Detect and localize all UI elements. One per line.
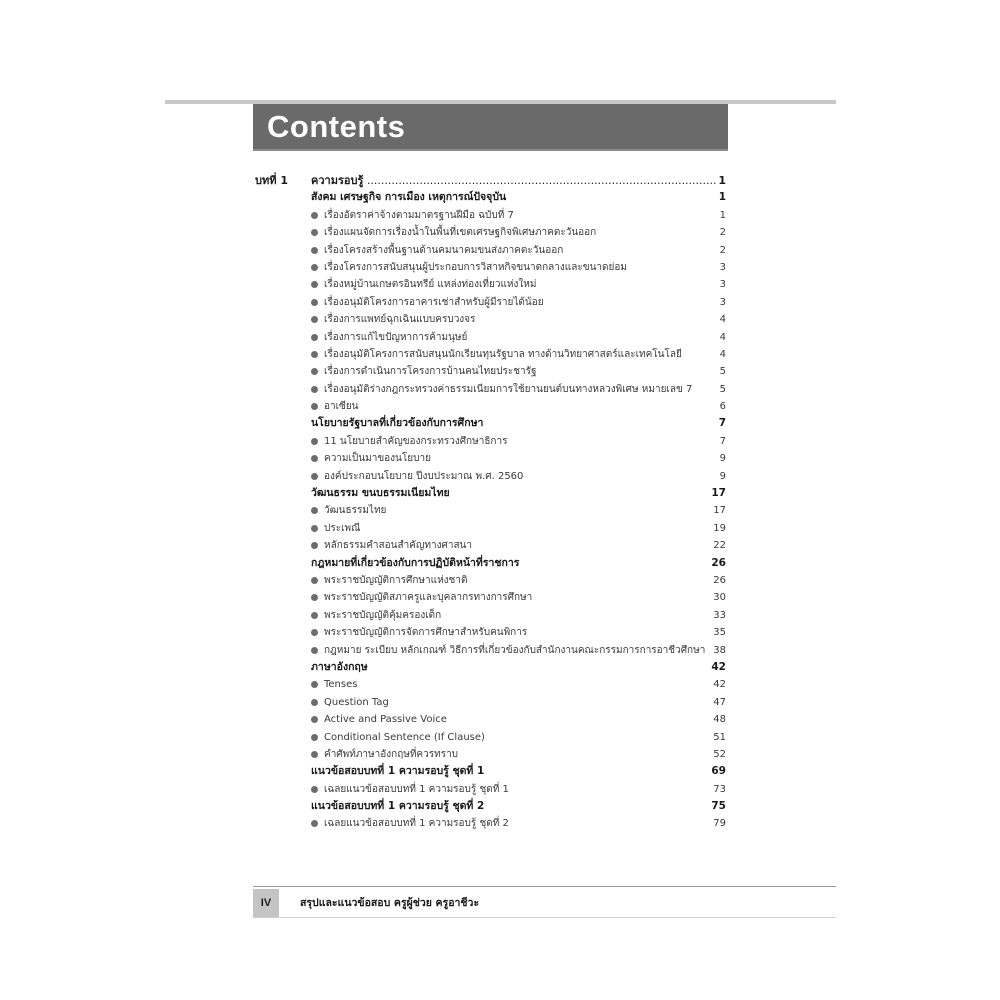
page-number: 26 (713, 574, 726, 586)
item-title: Conditional Sentence (If Clause) (324, 731, 485, 743)
item-title: เรื่องหมู่บ้านเกษตรอินทรีย์ แหล่งท่องเที่ยวแห่งใหม่ (324, 279, 537, 291)
bullet-icon (311, 699, 318, 706)
page-number: 6 (719, 401, 726, 413)
bullet-icon (311, 629, 318, 636)
bullet-icon (311, 647, 318, 654)
bullet-icon (311, 525, 318, 532)
page-number: 7 (718, 417, 726, 430)
toc-item-row[interactable] (253, 433, 726, 450)
page-number: 4 (719, 348, 726, 360)
page-number: 42 (713, 679, 726, 691)
section-title: กฎหมายที่เกี่ยวข้องกับการปฏิบัติหน้าที่ราชการ (311, 556, 520, 569)
toc-item-row[interactable] (253, 294, 726, 311)
item-title: เฉลยแนวข้อสอบบทที่ 1 ความรอบรู้ ชุดที่ 2 (324, 818, 509, 830)
title-underline (253, 149, 728, 151)
section-title: สังคม เศรษฐกิจ การเมือง เหตุการณ์ปัจจุบัน (311, 191, 507, 204)
page-title: Contents (253, 104, 728, 149)
toc-item-row[interactable] (253, 746, 726, 763)
page-number: 5 (719, 366, 726, 378)
item-title: เรื่องการแพทย์ฉุกเฉินแบบครบวงจร (324, 314, 476, 326)
page-number: 2 (719, 244, 726, 256)
section-title: ภาษาอังกฤษ (311, 660, 368, 673)
bullet-icon (311, 351, 318, 358)
page-number: 52 (713, 748, 726, 760)
bullet-icon (311, 281, 318, 288)
table-of-contents (253, 172, 726, 833)
toc-section-row[interactable] (253, 555, 726, 572)
page-number: 3 (719, 279, 726, 291)
page-number: 7 (719, 435, 726, 447)
bullet-icon (311, 751, 318, 758)
footer-book-title: สรุปและแนวข้อสอบ ครูผู้ช่วย ครูอาชีวะ (300, 897, 480, 909)
bullet-icon (311, 334, 318, 341)
page-number: 48 (713, 714, 726, 726)
bullet-icon (311, 386, 318, 393)
toc-item-row[interactable] (253, 450, 726, 467)
bullet-icon (311, 786, 318, 793)
item-title: พระราชบัญญัติสภาครูและบุคลากรทางการศึกษา (324, 592, 533, 604)
page-number: 22 (713, 540, 726, 552)
item-title: คำศัพท์ภาษาอังกฤษที่ควรทราบ (324, 748, 459, 760)
bullet-icon (311, 229, 318, 236)
page-number: 1 (718, 191, 726, 204)
chapter-label: บทที่ 1 (255, 174, 288, 187)
page-number: 35 (713, 627, 726, 639)
item-title: Tenses (324, 679, 358, 691)
page-number: 47 (713, 696, 726, 708)
toc-item-row[interactable] (253, 381, 726, 398)
toc-item-row[interactable] (253, 346, 726, 363)
bullet-icon (311, 455, 318, 462)
toc-item-row[interactable] (253, 520, 726, 537)
chapter-title: ความรอบรู้ ..... (311, 172, 726, 189)
bullet-icon (311, 264, 318, 271)
item-title: เรื่องโครงการสนับสนุนผู้ประกอบการวิสาหกิจขนาดกลางและขนาดย่อม (324, 261, 627, 273)
toc-entries (253, 189, 726, 832)
item-title: เรื่องการดำเนินการโครงการบ้านคนไทยประชารัฐ (324, 366, 537, 378)
toc-section-row[interactable] (253, 415, 726, 432)
page-number: 30 (713, 592, 726, 604)
toc-item-row[interactable] (253, 711, 726, 728)
toc-item-row[interactable] (253, 572, 726, 589)
item-title: Question Tag (324, 696, 389, 708)
bullet-icon (311, 403, 318, 410)
item-title: องค์ประกอบนโยบาย ปีงบประมาณ พ.ศ. 2560 (324, 470, 524, 482)
page-number: 1 (719, 209, 726, 221)
toc-item-row[interactable] (253, 815, 726, 832)
section-title: แนวข้อสอบบทที่ 1 ความรอบรู้ ชุดที่ 2 (311, 800, 485, 813)
toc-section-row[interactable] (253, 798, 726, 815)
bullet-icon (311, 473, 318, 480)
toc-item-row[interactable] (253, 729, 726, 746)
toc-item-row[interactable] (253, 207, 726, 224)
item-title: เรื่องอัตราค่าจ้างตามมาตรฐานฝีมือ ฉบับที่ 7 (324, 209, 514, 221)
toc-item-row[interactable] (253, 589, 726, 606)
bullet-icon (311, 507, 318, 514)
item-title: เรื่องการแก้ไขปัญหาการค้ามนุษย์ (324, 331, 468, 343)
page-number: 9 (719, 453, 726, 465)
page-number: 79 (713, 818, 726, 830)
bullet-icon (311, 368, 318, 375)
page-number: 5 (719, 383, 726, 395)
page-number: 2 (719, 227, 726, 239)
page-number: 3 (719, 296, 726, 308)
toc-item-row[interactable] (253, 224, 726, 241)
page-number: 75 (711, 800, 726, 813)
bullet-icon (311, 438, 318, 445)
bullet-icon (311, 820, 318, 827)
item-title: กฎหมาย ระเบียบ หลักเกณฑ์ วิธีการที่เกี่ยวข้องกับสำนักงานคณะกรรมการการอาชีวศึกษา (324, 644, 706, 656)
toc-section-row[interactable] (253, 763, 726, 780)
page-number: 19 (713, 522, 726, 534)
toc-item-row[interactable] (253, 624, 726, 641)
toc-item-row[interactable] (253, 259, 726, 276)
item-title: ความเป็นมาของนโยบาย (324, 453, 431, 465)
toc-item-row[interactable] (253, 781, 726, 798)
bullet-icon (311, 247, 318, 254)
item-title: พระราชบัญญัติการศึกษาแห่งชาติ (324, 574, 468, 586)
item-title: เรื่องโครงสร้างพื้นฐานด้านคมนาคมขนส่งภาคตะวันออก (324, 244, 564, 256)
toc-item-row[interactable] (253, 398, 726, 415)
toc-item-row[interactable] (253, 607, 726, 624)
item-title: พระราชบัญญัติคุ้มครองเด็ก (324, 609, 442, 621)
bullet-icon (311, 594, 318, 601)
page-number: 51 (713, 731, 726, 743)
toc-section-row[interactable] (253, 189, 726, 206)
page-number: 4 (719, 331, 726, 343)
toc-section-row[interactable] (253, 485, 726, 502)
item-title: ประเพณี (324, 522, 361, 534)
page-number: 33 (713, 609, 726, 621)
item-title: วัฒนธรรมไทย (324, 505, 387, 517)
toc-section-row[interactable] (253, 659, 726, 676)
toc-item-row[interactable] (253, 676, 726, 693)
item-title: เรื่องแผนจัดการเรื่องน้ำในพื้นที่เขตเศรษฐกิจพิเศษภาคตะวันออก (324, 227, 597, 239)
section-title: แนวข้อสอบบทที่ 1 ความรอบรู้ ชุดที่ 1 (311, 765, 485, 778)
toc-item-row[interactable] (253, 468, 726, 485)
bullet-icon (311, 212, 318, 219)
page-number: 3 (719, 261, 726, 273)
page-number: 9 (719, 470, 726, 482)
item-title: เฉลยแนวข้อสอบบทที่ 1 ความรอบรู้ ชุดที่ 1 (324, 783, 509, 795)
bullet-icon (311, 681, 318, 688)
toc-item-row[interactable] (253, 502, 726, 519)
item-title: เรื่องอนุมัติโครงการสนับสนุนนักเรียนทุนรัฐบาล ทางด้านวิทยาศาสตร์และเทคโนโลยี (324, 348, 682, 360)
chapter-page-number: 1 (716, 172, 726, 189)
item-title: หลักธรรมคำสอนสำคัญทางศาสนา (324, 540, 472, 552)
item-title: เรื่องอนุมัติร่างกฎกระทรวงค่าธรรมเนียมการใช้ยานยนต์บนทางหลวงพิเศษ หมายเลข 7 (324, 383, 693, 395)
page-number: 73 (713, 783, 726, 795)
item-title: 11 นโยบายสำคัญของกระทรวงศึกษาธิการ (324, 435, 508, 447)
toc-item-row[interactable] (253, 242, 726, 259)
item-title: เรื่องอนุมัติโครงการอาคารเช่าสำหรับผู้มีรายได้น้อย (324, 296, 544, 308)
item-title: พระราชบัญญัติการจัดการศึกษาสำหรับคนพิการ (324, 627, 528, 639)
toc-item-row[interactable] (253, 329, 726, 346)
bullet-icon (311, 716, 318, 723)
item-title: Active and Passive Voice (324, 714, 447, 726)
toc-item-row[interactable] (253, 311, 726, 328)
toc-item-row[interactable] (253, 642, 726, 659)
bullet-icon (311, 577, 318, 584)
footer-bottom-rule (253, 917, 836, 918)
section-title: นโยบายรัฐบาลที่เกี่ยวข้องกับการศึกษา (311, 417, 484, 430)
bullet-icon (311, 734, 318, 741)
page-number: 26 (711, 556, 726, 569)
footer-page-number: IV (253, 889, 279, 917)
section-title: วัฒนธรรม ขนบธรรมเนียมไทย (311, 487, 450, 500)
toc-item-row[interactable] (253, 694, 726, 711)
item-title: อาเซียน (324, 401, 359, 413)
page-number: 38 (713, 644, 726, 656)
page-number: 17 (713, 505, 726, 517)
toc-item-row[interactable] (253, 363, 726, 380)
footer-rule (253, 886, 836, 887)
bullet-icon (311, 612, 318, 619)
toc-item-row[interactable] (253, 276, 726, 293)
bullet-icon (311, 542, 318, 549)
page-number: 42 (711, 660, 726, 673)
bullet-icon (311, 299, 318, 306)
toc-chapter-row[interactable] (253, 172, 726, 189)
page-number: 17 (711, 487, 726, 500)
bullet-icon (311, 316, 318, 323)
toc-item-row[interactable] (253, 537, 726, 554)
page-number: 4 (719, 314, 726, 326)
page-number: 69 (711, 765, 726, 778)
